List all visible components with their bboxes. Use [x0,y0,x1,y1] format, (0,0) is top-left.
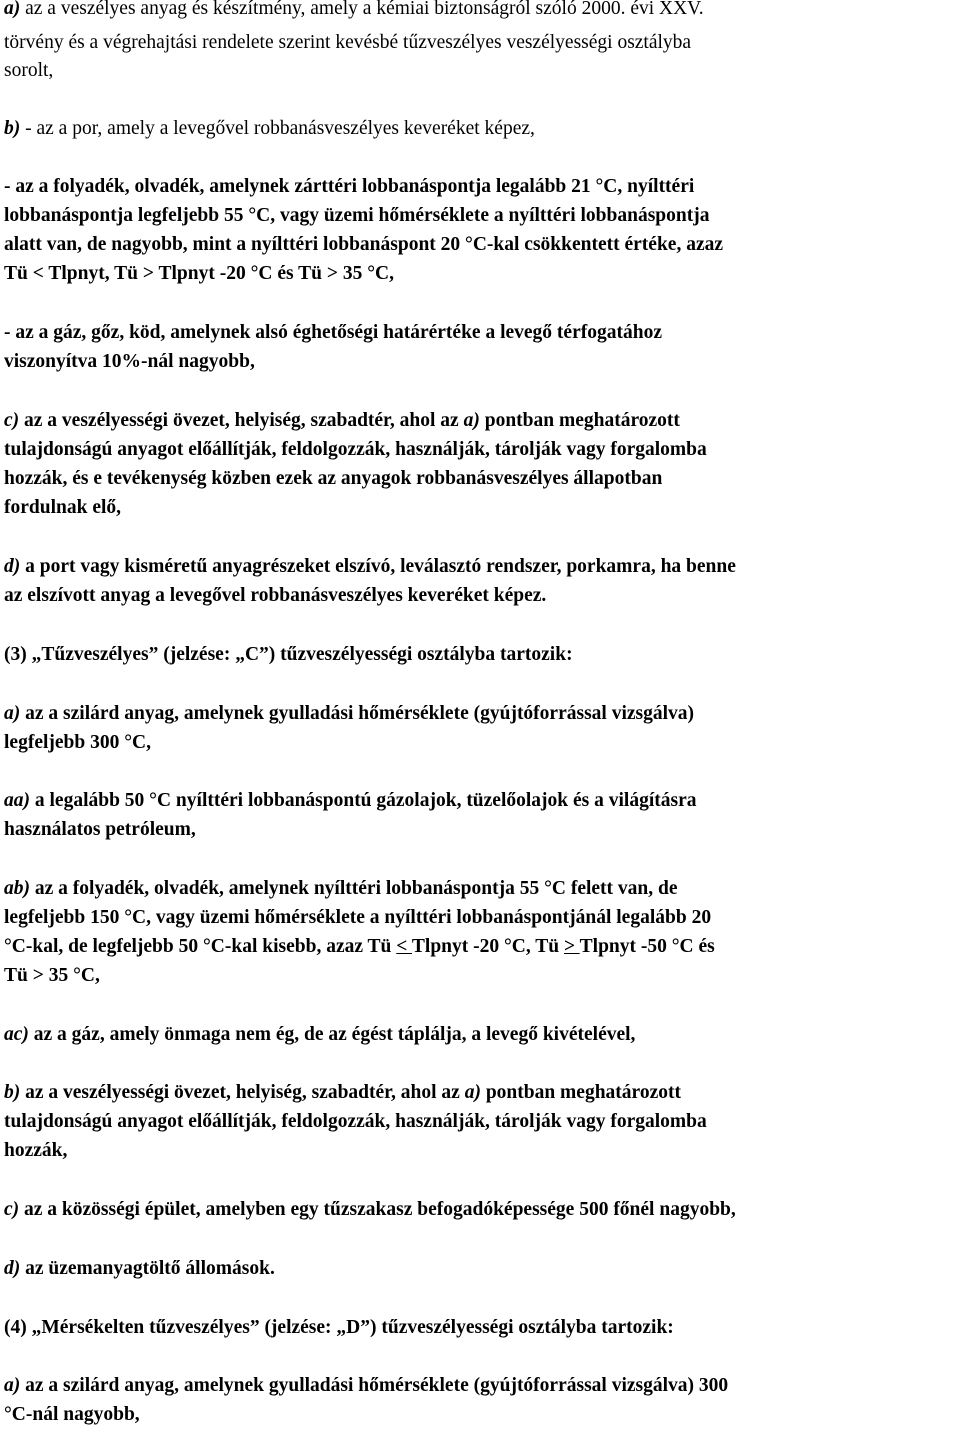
line-text: pontban meghatározott [484,410,680,431]
text-line: használatos petróleum, [4,819,196,840]
item-label: d) [4,1258,21,1279]
text-line [4,699,694,728]
text-line [4,1371,728,1400]
item-label: a) [4,0,21,19]
line-text: az a veszélyességi övezet, helyiség, szabadtér, ahol az [24,410,459,431]
item-reference: a) [464,1082,481,1103]
text-line: tulajdonságú anyagot előállítják, feldolgozzák, használják, tárolják vagy forgalomba [4,439,707,460]
item-label: b) [4,118,21,139]
text-line: sorolt, [4,60,54,81]
item-reference: a) [463,410,480,431]
text-line: legfeljebb 150 °C, vagy üzemi hőmérséklete a nyílttéri lobbanáspontjánál legalább 20 [4,907,712,928]
line-text: az üzemanyagtöltő állomások. [25,1258,275,1279]
text-line [4,874,678,903]
text-line: tulajdonságú anyagot előállítják, feldolgozzák, használják, tárolják vagy forgalomba [4,1111,707,1132]
line-text: Tlpnyt -50 °C és [579,936,715,957]
line-text: az a folyadék, olvadék, amelynek nyílttéri lobbanáspontja 55 °C felett van, de [34,878,678,899]
text-line [4,1195,736,1224]
text-line [4,1078,681,1107]
line-text: az a veszélyes anyag és készítmény, amely a kémiai biztonságról szóló 2000. évi XXV. [25,0,704,19]
item-label: a) [4,703,21,724]
text-line: - az a gáz, gőz, köd, amelynek alsó éghetőségi határértéke a levegő térfogatához [4,322,662,343]
text-line [4,552,736,581]
line-text: az a közösségi épület, amelyben egy tűzszakasz befogadóképessége 500 főnél nagyobb, [24,1199,736,1220]
item-label: b) [4,1082,21,1103]
text-line [4,1020,635,1049]
less-equal-sign: < [396,936,412,957]
text-line: hozzák, és e tevékenység közben ezek az anyagok robbanásveszélyes állapotban [4,468,663,489]
item-label: a) [4,1375,21,1396]
text-line: lobbanáspontja legfeljebb 55 °C, vagy üzemi hőmérséklete a nyílttéri lobbanáspontja [4,205,710,226]
text-line: Tü < Tlpnyt, Tü > Tlpnyt -20 °C és Tü > 35 °C, [4,263,394,284]
text-line: Tü > 35 °C, [4,965,100,986]
text-line [4,786,697,815]
text-line: fordulnak elő, [4,497,122,518]
text-line [4,114,535,143]
line-text: az a szilárd anyag, amelynek gyulladási hőmérséklete (gyújtóforrással vizsgálva) 300 [25,1375,729,1396]
text-line [4,1254,275,1283]
item-label: d) [4,556,21,577]
text-line: az elszívott anyag a levegővel robbanásveszélyes keveréket képez. [4,585,547,606]
text-line: legfeljebb 300 °C, [4,732,151,753]
item-label: ab) [4,878,30,899]
section-heading: (3) „Tűzveszélyes” (jelzése: „C”) tűzveszélyességi osztályba tartozik: [4,644,573,665]
text-line: alatt van, de nagyobb, mint a nyílttéri lobbanáspont 20 °C-kal csökkentett értéke, azaz [4,234,724,255]
line-text: az a gáz, amely önmaga nem ég, de az égést táplálja, a levegő kivételével, [33,1024,636,1045]
text-line [4,932,715,961]
text-line: törvény és a végrehajtási rendelete szerint kevésbé tűzveszélyes veszélyességi osztályba [4,32,692,53]
text-line: viszonyítva 10%-nál nagyobb, [4,351,255,372]
section-heading: (4) „Mérsékelten tűzveszélyes” (jelzése: „D”) tűzveszélyességi osztályba tartozik: [4,1317,674,1338]
line-text: a legalább 50 °C nyílttéri lobbanáspontú gázolajok, tüzelőolajok és a világításra [34,790,697,811]
line-text: Tlpnyt -20 °C, Tü [411,936,560,957]
text-line [4,0,704,23]
text-line: hozzák, [4,1140,68,1161]
item-label: c) [4,410,20,431]
line-text: az a szilárd anyag, amelynek gyulladási hőmérséklete (gyújtóforrással vizsgálva) [25,703,695,724]
line-text: a port vagy kisméretű anyagrészeket elszívó, leválasztó rendszer, porkamra, ha benne [25,556,736,577]
item-label: aa) [4,790,30,811]
text-line [4,406,680,435]
item-label: ac) [4,1024,29,1045]
line-text: pontban meghatározott [485,1082,681,1103]
item-label: c) [4,1199,20,1220]
text-line: °C-nál nagyobb, [4,1404,140,1425]
line-text: °C-kal, de legfeljebb 50 °C-kal kisebb, azaz Tü [4,936,392,957]
line-text: az a veszélyességi övezet, helyiség, szabadtér, ahol az [25,1082,460,1103]
text-line: - az a folyadék, olvadék, amelynek zárttéri lobbanáspontja legalább 21 °C, nyílttéri [4,176,695,197]
line-text: - az a por, amely a levegővel robbanásveszélyes keveréket képez, [25,118,535,139]
greater-equal-sign: > [564,936,580,957]
